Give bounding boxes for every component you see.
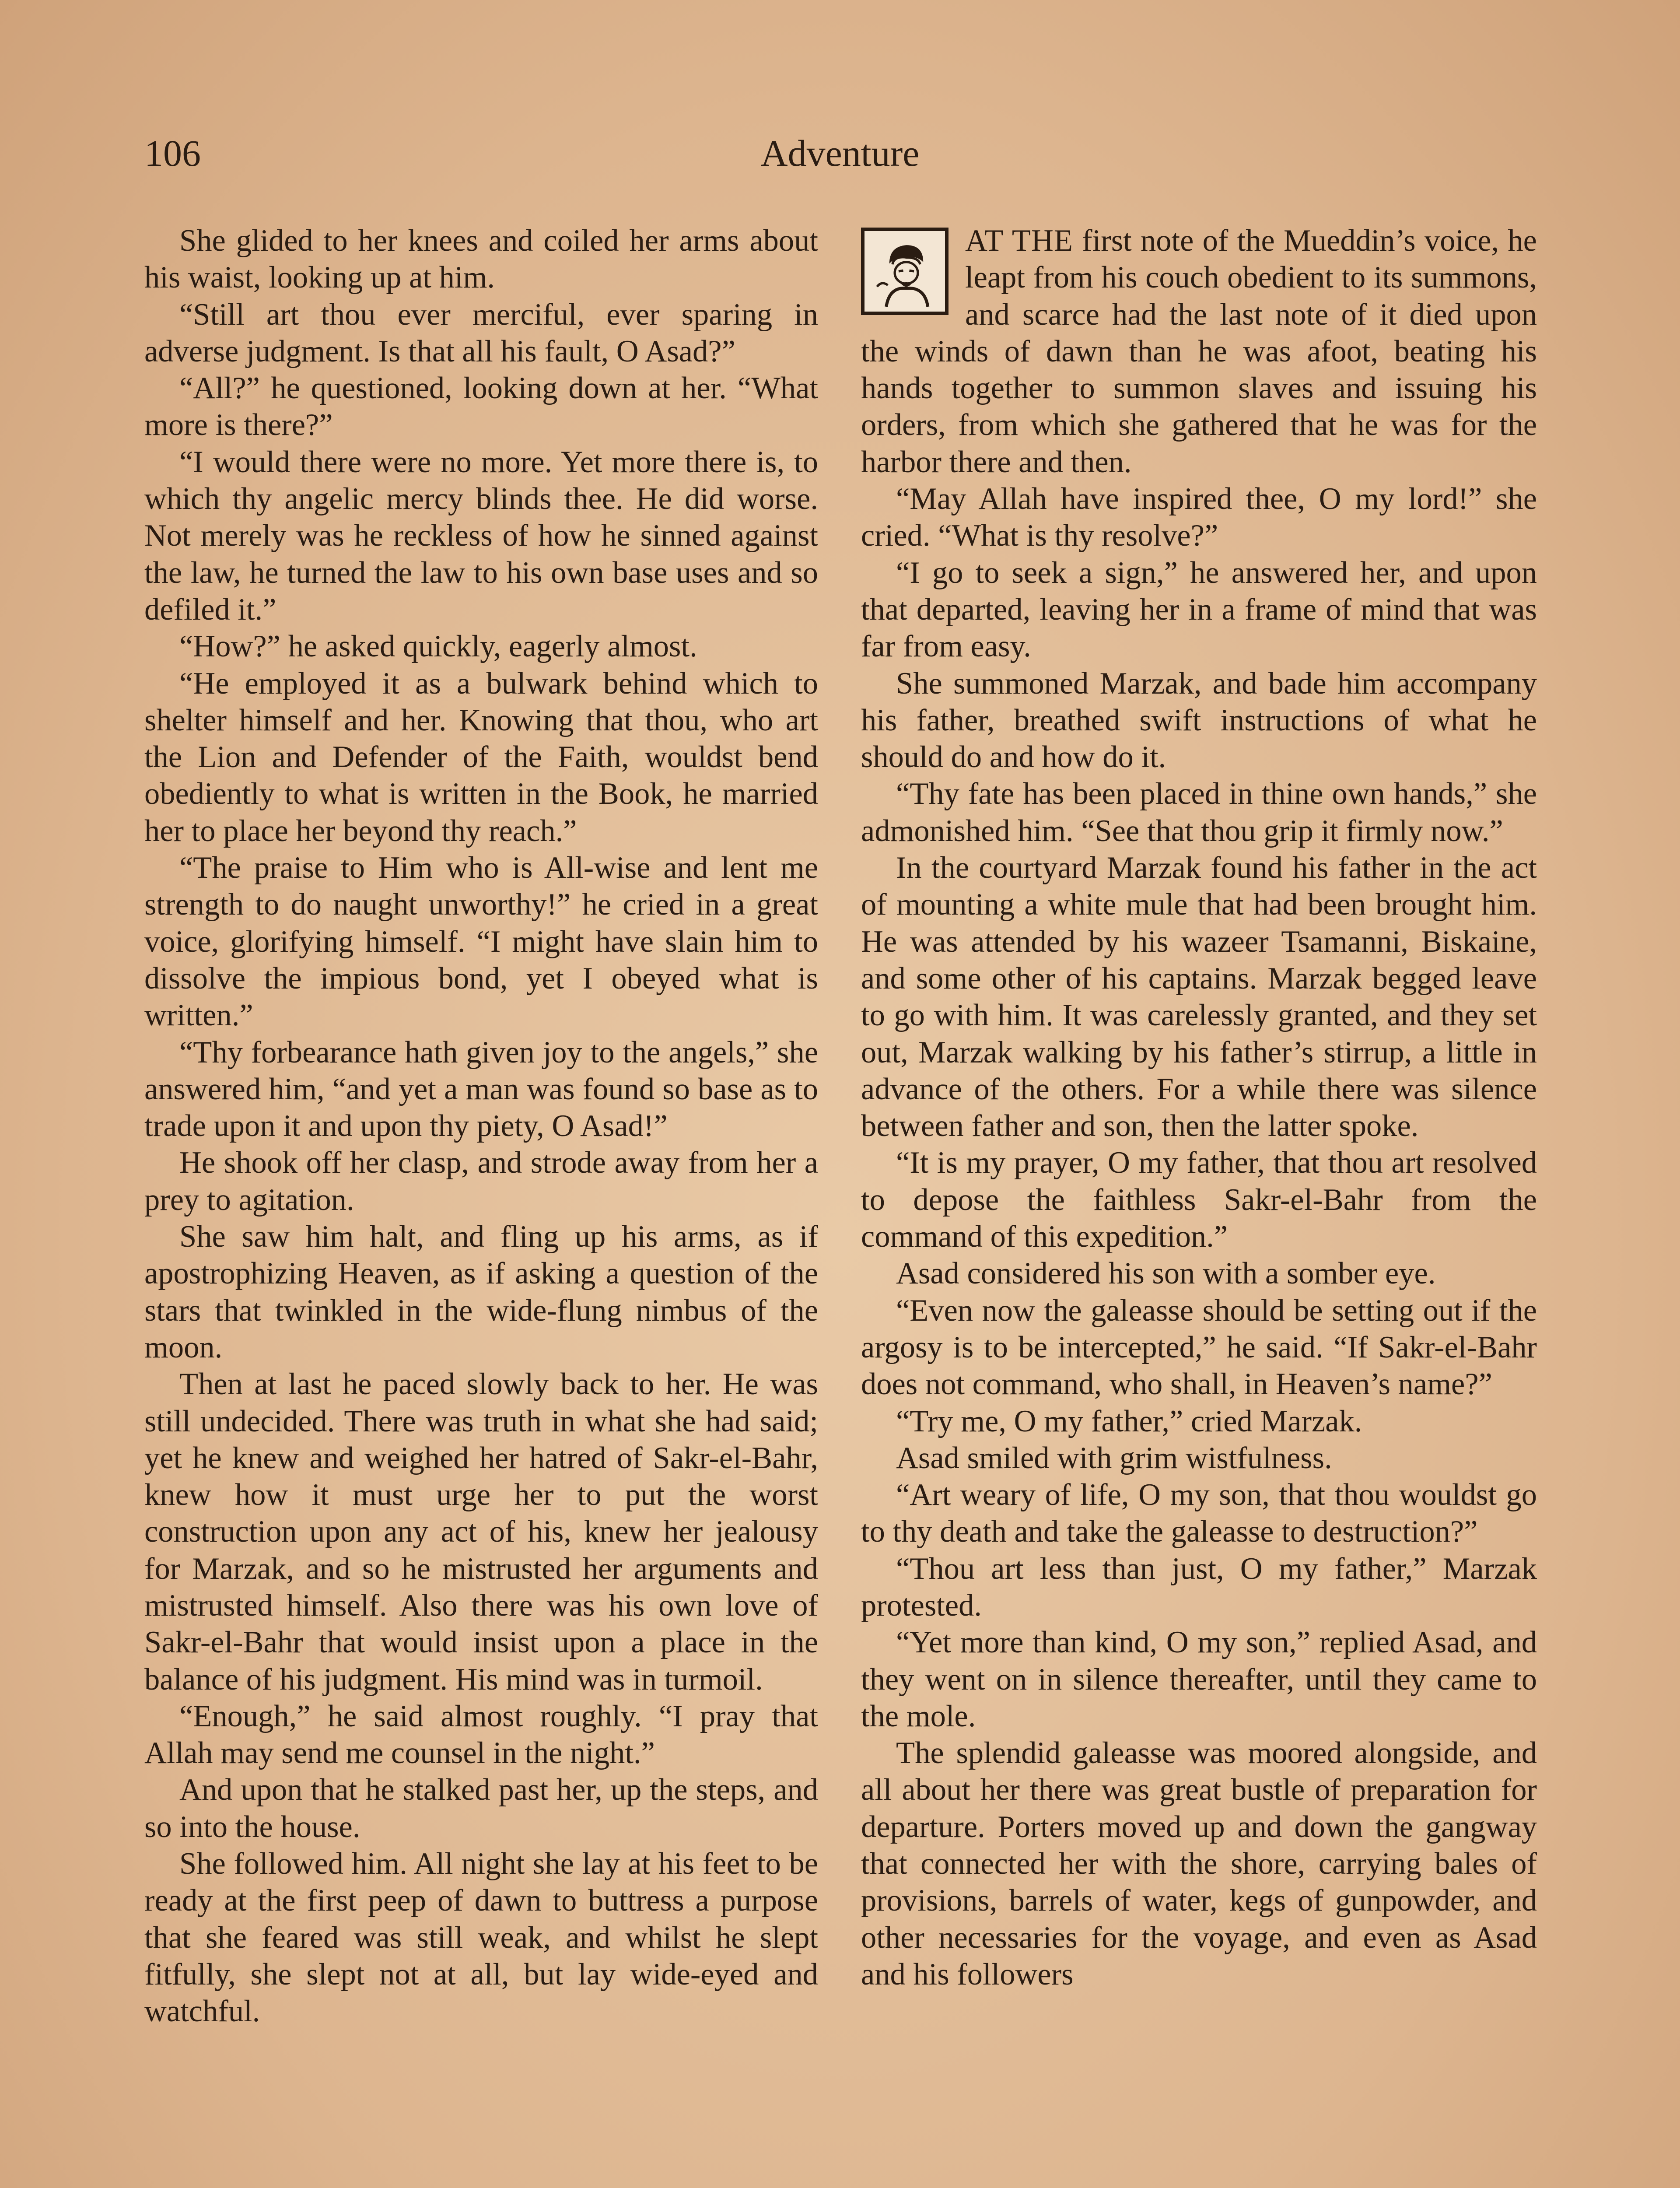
- paragraph: “Thy forbearance hath given joy to the angels,” she answered him, “and yet a man was found so base as to trade upon it and upon thy piety, O Asad!”: [144, 1035, 818, 1143]
- page-header: [0, 131, 1680, 188]
- opening-paragraph-text: first note of the Mueddin’s voice, he leapt from his couch obedient to its summons, and scarce had the last note of it died upon the winds of dawn than he was afoot, beating his hands together to summon slaves and issuing his orders, from which she gathered that he was for the harbor there and then.: [861, 224, 1537, 479]
- left-column: [144, 222, 818, 2030]
- turbaned-figure-icon: [861, 228, 948, 315]
- paragraph: “May Allah have inspired thee, O my lord!” she cried. “What is thy resolve?”: [861, 482, 1537, 553]
- paragraph: She followed him. All night she lay at his feet to be ready at the first peep of dawn to buttress a purpose that she feared was still weak, and whilst he slept fitfully, she slept not at all, but lay wide-eyed and watchful.: [144, 1847, 818, 2029]
- paragraph: “Enough,” he said almost roughly. “I pray that Allah may send me counsel in the night.”: [144, 1699, 818, 1771]
- paragraph: “Try me, O my father,” cried Marzak.: [896, 1404, 1362, 1438]
- paragraph: “It is my prayer, O my father, that thou art resolved to depose the faithless Sakr-el-Bahr from the command of this expedition.”: [861, 1146, 1537, 1254]
- paragraph: “Yet more than kind, O my son,” replied Asad, and they went on in silence thereafter, until they came to the mole.: [861, 1625, 1537, 1733]
- paragraph: Asad considered his son with a somber eye.: [896, 1256, 1436, 1291]
- paragraph: “Still art thou ever merciful, ever sparing in adverse judgment. Is that all his fault, O Asad?”: [144, 297, 818, 368]
- paragraph: The splendid galeasse was moored alongside, and all about her there was great bustle of preparation for departure. Porters moved up and down the gangway that connected her with the shore, carrying bales of provisions, barrels of water, kegs of gunpowder, and other necessaries for the voyage, and even as Asad and his followers: [861, 1736, 1537, 1992]
- paragraph: She glided to her knees and coiled her arms about his waist, looking up at him.: [144, 224, 818, 295]
- paragraph: He shook off her clasp, and strode away from her a prey to agitation.: [144, 1146, 818, 1217]
- opening-paragraph: [861, 222, 1537, 480]
- paragraph: She saw him halt, and fling up his arms, as if apostrophizing Heaven, as if asking a question of the stars that twinkled in the wide-flung nimbus of the moon.: [144, 1220, 818, 1364]
- paragraph: “Even now the galeasse should be setting out if the argosy is to be intercepted,” he said. “If Sakr-el-Bahr does not command, who shall, in Heaven’s name?”: [861, 1293, 1537, 1402]
- paragraph: Then at last he paced slowly back to her. He was still undecided. There was truth in what she had said; yet he knew and weighed her hatred of Sakr-el-Bahr, knew how it must urge her to put the worst construction upon any act of his, knew her jealousy for Marzak, and so he mistrusted her arguments and mistrusted himself. Also there was his own love of Sakr-el-Bahr that would insist upon a place in the balance of his judgment. His mind was in turmoil.: [144, 1367, 818, 1697]
- paragraph: She summoned Marzak, and bade him accompany his father, breathed swift instructions of what he should do and how do it.: [861, 666, 1537, 775]
- paragraph: Asad smiled with grim wistfulness.: [896, 1441, 1332, 1475]
- paragraph: In the courtyard Marzak found his father in the act of mounting a white mule that had been brought him. He was attended by his wazeer Tsamanni, Biskaine, and some other of his captains. Marzak begged leave to go with him. It was carelessly granted, and they set out, Marzak walking by his father’s stirrup, a little in advance of the others. For a while there was silence between father and son, then the latter spoke.: [861, 851, 1537, 1143]
- page-number: 106: [144, 132, 201, 174]
- paragraph: “I go to seek a sign,” he answered her, and upon that departed, leaving her in a frame of mind that was far from easy.: [861, 555, 1537, 664]
- paragraph: “Art weary of life, O my son, that thou wouldst go to thy death and take the galeasse to destruction?”: [861, 1478, 1537, 1549]
- paragraph: “He employed it as a bulwark behind which to shelter himself and her. Knowing that thou, who art the Lion and Defender of the Faith, wouldst bend obediently to what is written in the Book, he married her to place her beyond thy reach.”: [144, 666, 818, 848]
- paragraph: “The praise to Him who is All-wise and lent me strength to do naught unworthy!” he cried in a great voice, glorifying himself. “I might have slain him to dissolve the impious bond, yet I obeyed what is written.”: [144, 851, 818, 1033]
- paragraph: “I would there were no more. Yet more there is, to which thy angelic mercy blinds thee. He did worse. Not merely was he reckless of how he sinned against the law, he turned the law to his own base uses and so defiled it.”: [144, 445, 818, 627]
- right-column: [861, 222, 1537, 1993]
- paragraph: And upon that he stalked past her, up the steps, and so into the house.: [144, 1773, 818, 1844]
- paragraph: “Thou art less than just, O my father,” Marzak protested.: [861, 1551, 1537, 1623]
- running-title: Adventure: [760, 132, 920, 174]
- lead-in: AT THE: [965, 224, 1073, 258]
- paragraph: “How?” he asked quickly, eagerly almost.: [179, 629, 697, 664]
- paragraph: “Thy fate has been placed in thine own hands,” she admonished him. “See that thou grip it firmly now.”: [861, 777, 1537, 848]
- paragraph: “All?” he questioned, looking down at her. “What more is there?”: [144, 371, 818, 442]
